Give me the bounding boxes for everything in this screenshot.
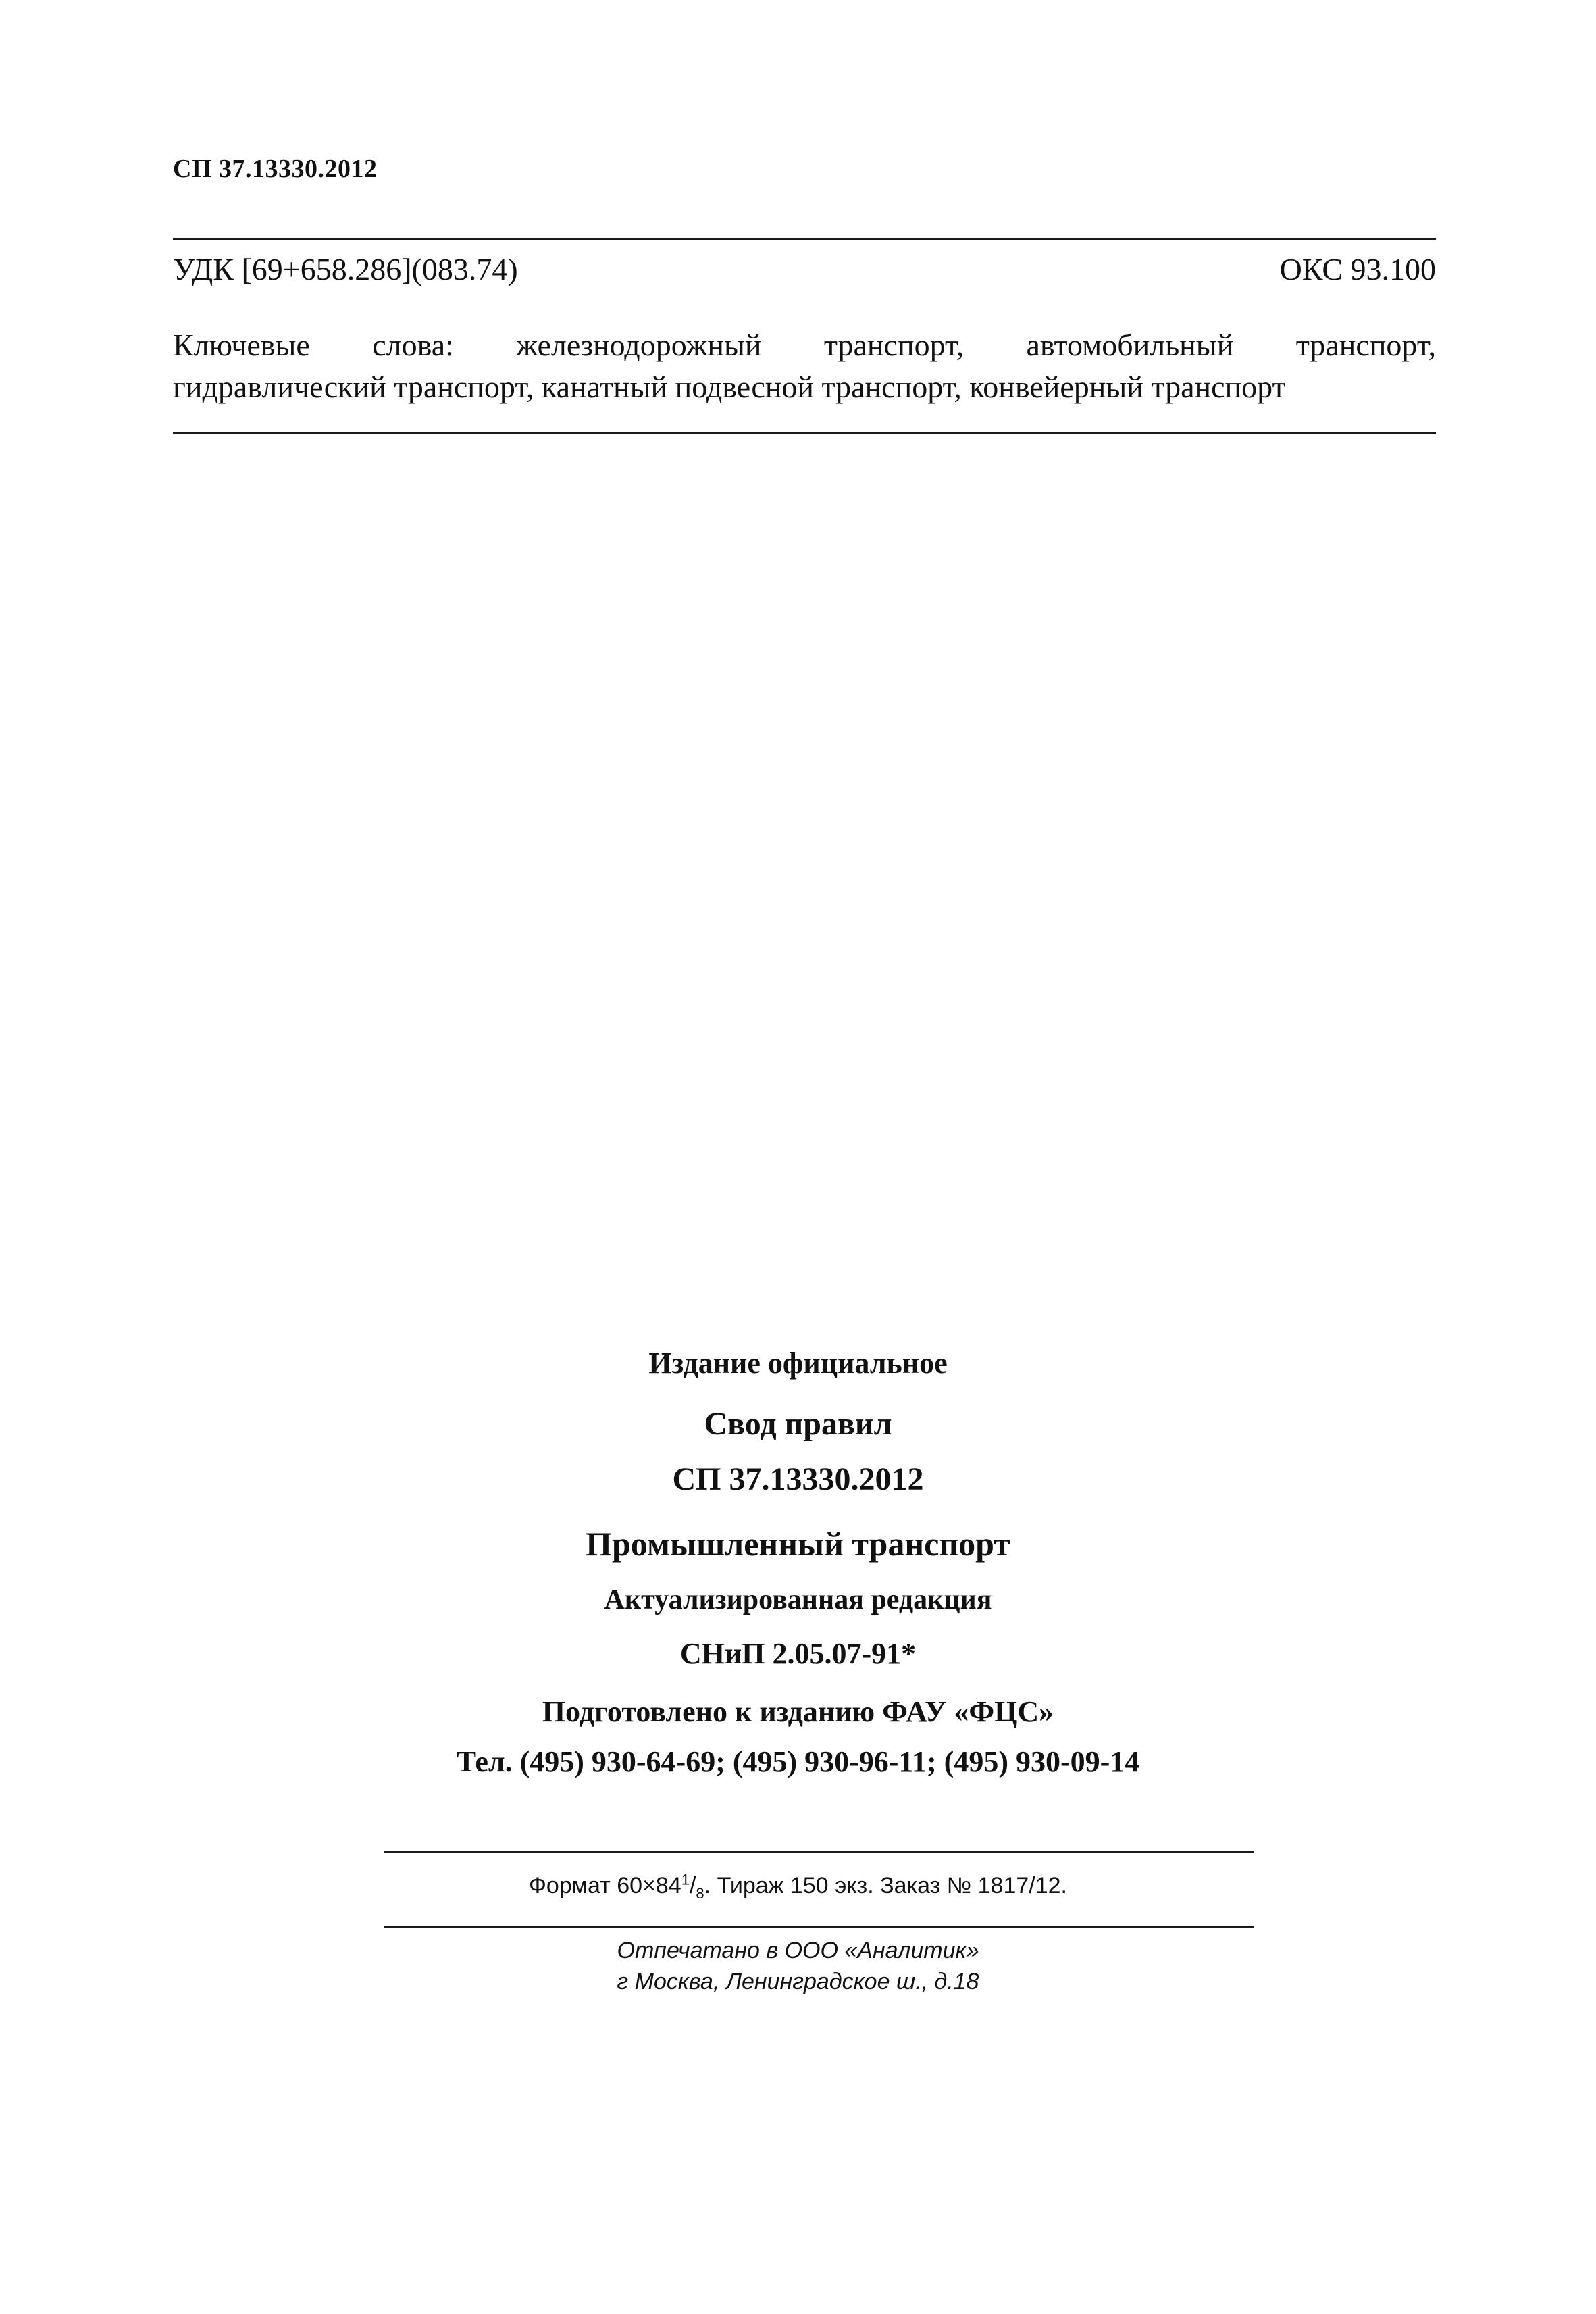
keyword-word: автомобильный <box>1026 328 1234 362</box>
keywords-line-2: гидравлический транспорт, канатный подвесной транспорт, конвейерный транспорт <box>173 370 1286 404</box>
footer-divider-top <box>384 1851 1254 1853</box>
keywords-divider <box>173 432 1436 434</box>
keyword-word: Ключевые <box>173 328 310 362</box>
format-suffix: . Тираж 150 экз. Заказ № 1817/12. <box>704 1873 1067 1898</box>
print-format-line: Формат $60\times 84^1/_8$. Тираж 150 экз. Заказ № 1817/12. <box>529 1871 1067 1902</box>
footer-divider-bottom <box>384 1926 1254 1928</box>
keyword-word: транспорт, <box>823 328 964 362</box>
prepared-by: Подготовлено к изданию ФАУ «ФЦС» <box>542 1695 1054 1728</box>
snip-code: СНиП 2.05.07-91* <box>679 1637 917 1670</box>
top-divider <box>173 238 1436 240</box>
printer-address: г Москва, Ленинградское ш., д.18 <box>617 1969 979 1994</box>
document-type: Свод правил <box>704 1406 892 1442</box>
keyword-word: слова: <box>372 328 454 362</box>
classification-row <box>173 251 1436 287</box>
keyword-word: железнодорожный <box>516 328 762 362</box>
format-fraction-numerator: 1 <box>681 1871 690 1888</box>
keywords-block <box>173 324 1436 408</box>
format-prefix: Формат 60×84 <box>529 1873 681 1898</box>
oks-code: ОКС 93.100 <box>1279 252 1436 286</box>
edition-label: Издание официальное <box>648 1347 948 1380</box>
keywords-line-1 <box>173 324 1436 366</box>
udk-code: УДК [69+658.286](083.74) <box>173 252 518 286</box>
phone-numbers: Тел. (495) 930-64-69; (495) 930-96-11; (495) 930-09-14 <box>456 1745 1140 1778</box>
keyword-word: транспорт, <box>1295 328 1436 362</box>
document-code: СП 37.13330.2012 <box>672 1461 924 1497</box>
document-code-header: СП 37.13330.2012 <box>173 155 378 183</box>
format-fraction-denominator: 8 <box>696 1884 704 1902</box>
document-title: Промышленный транспорт <box>586 1525 1010 1563</box>
printer-name: Отпечатано в ООО «Аналитик» <box>617 1938 979 1963</box>
revision-label: Актуализированная редакция <box>604 1584 992 1615</box>
